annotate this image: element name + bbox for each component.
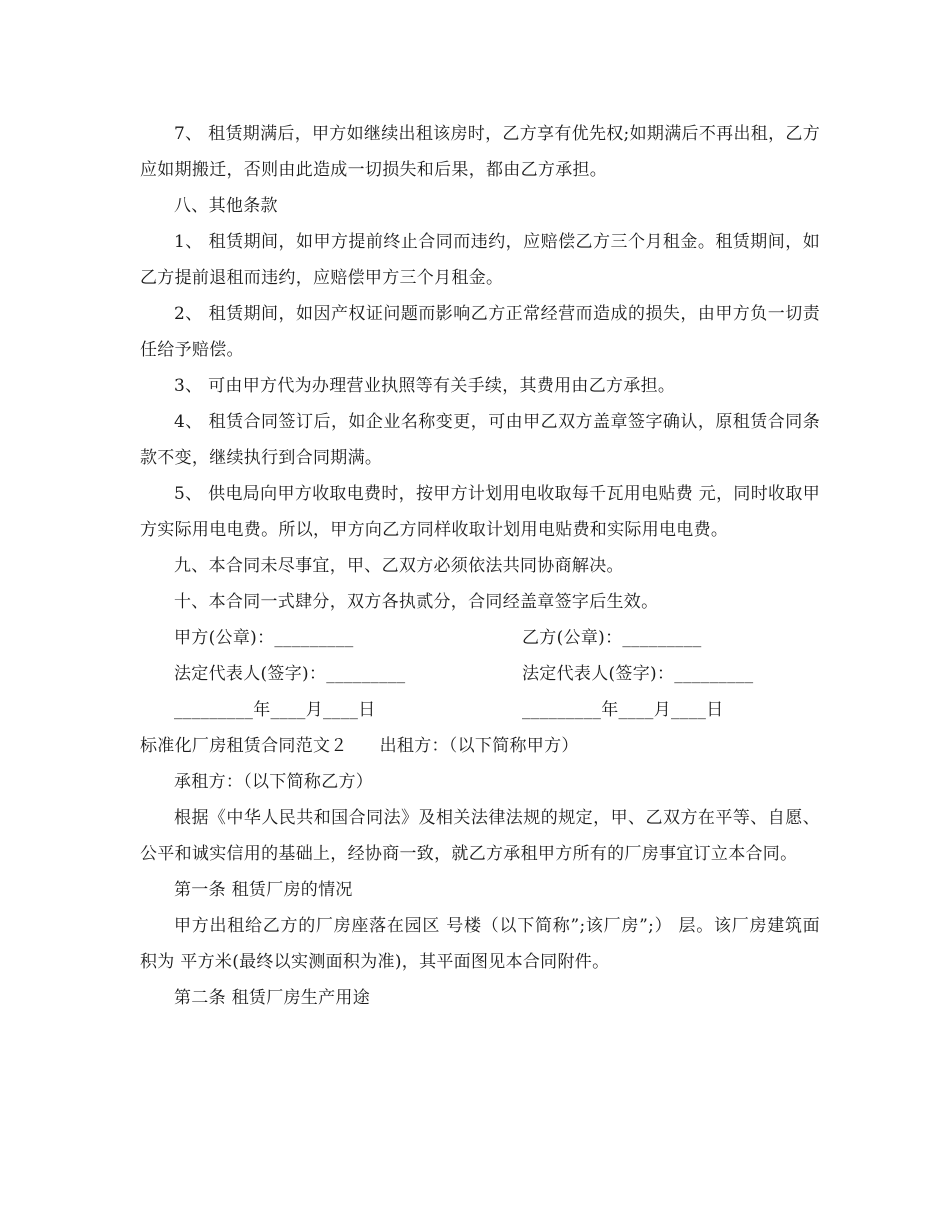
signature-rep-row bbox=[140, 656, 820, 692]
article-2-title: 第二条 租赁厂房生产用途 bbox=[174, 988, 371, 1008]
clause-8-4: 4、 租赁合同签订后，如企业名称变更，可由甲乙双方盖章签字确认，原租赁合同条款不变，继续执行到合同期满。 bbox=[140, 412, 820, 468]
clause-8-5: 5、 供电局向甲方收取电费时，按甲方计划用电收取每千瓦用电贴费 元，同时收取甲方实际用电电费。所以，甲方向乙方同样收取计划用电贴费和实际用电电费。 bbox=[140, 484, 820, 540]
lessee-line: 承租方：（以下简称乙方） bbox=[174, 772, 374, 792]
document-body bbox=[140, 116, 820, 1016]
second-doc-title: 标准化厂房租赁合同范文２ bbox=[140, 736, 348, 756]
clause-8-1: 1、 租赁期间，如甲方提前终止合同而违约，应赔偿乙方三个月租金。租赁期间，如乙方提前退租而违约，应赔偿甲方三个月租金。 bbox=[140, 232, 820, 288]
section-10: 十、本合同一式肆分，双方各执贰分，合同经盖章签字后生效。 bbox=[174, 592, 659, 612]
party-b-date-field: _________年____月____日 bbox=[522, 700, 724, 720]
section-9: 九、本合同未尽事宜，甲、乙双方必须依法共同协商解决。 bbox=[174, 556, 624, 576]
party-b-seal-field: 乙方(公章)：_________ bbox=[522, 628, 702, 648]
article-1-body: 甲方出租给乙方的厂房座落在园区 号楼（以下简称”;该厂房”;） 层。该厂房建筑面积为 平方米(最终以实测面积为准)，其平面图见本合同附件。 bbox=[140, 916, 820, 972]
party-a-date-field: _________年____月____日 bbox=[174, 700, 376, 720]
party-a-rep-field: 法定代表人(签字)：_________ bbox=[174, 664, 406, 684]
second-doc-title-line bbox=[140, 728, 820, 764]
clause-8-2: 2、 租赁期间，如因产权证问题而影响乙方正常经营而造成的损失，由甲方负一切责任给予赔偿。 bbox=[140, 304, 820, 360]
lessor-line: 出租方：（以下简称甲方） bbox=[379, 736, 579, 756]
signature-date-row bbox=[140, 692, 820, 728]
clause-8-3: 3、 可由甲方代为办理营业执照等有关手续，其费用由乙方承担。 bbox=[174, 376, 676, 396]
signature-seal-row bbox=[140, 620, 820, 656]
intro-paragraph: 根据《中华人民共和国合同法》及相关法律法规的规定，甲、乙双方在平等、自愿、公平和诚实信用的基础上，经协商一致，就乙方承租甲方所有的厂房事宜订立本合同。 bbox=[140, 808, 820, 864]
section-8-heading: 八、其他条款 bbox=[174, 196, 278, 216]
clause-7: 7、 租赁期满后，甲方如继续出租该房时，乙方享有优先权;如期满后不再出租，乙方应如期搬迁，否则由此造成一切损失和后果，都由乙方承担。 bbox=[140, 124, 820, 180]
party-a-seal-field: 甲方(公章)：_________ bbox=[174, 628, 354, 648]
party-b-rep-field: 法定代表人(签字)：_________ bbox=[522, 664, 754, 684]
article-1-title: 第一条 租赁厂房的情况 bbox=[174, 880, 353, 900]
